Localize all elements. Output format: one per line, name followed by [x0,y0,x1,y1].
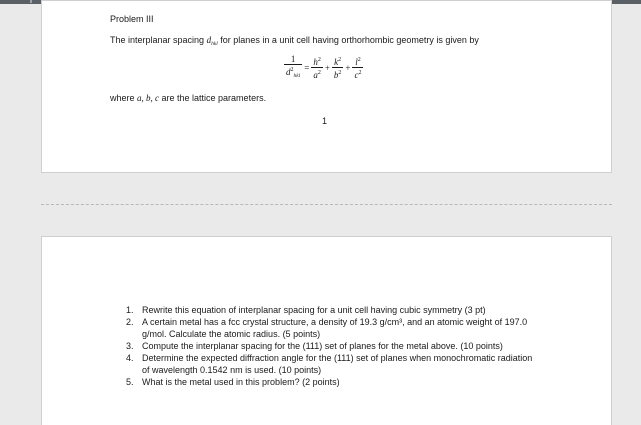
params-text-before: where [110,93,138,103]
lhs-den-symbol: d [286,67,291,77]
l-sup: 2 [357,57,361,63]
intro-text-before: The interplanar spacing [110,35,207,45]
d-subscript: hkl [211,41,218,47]
question-number: 4. [126,353,134,363]
list-item [110,304,540,316]
h-symbol: h [313,57,318,67]
interplanar-spacing-formula [283,54,364,81]
h-term-fraction [311,55,323,80]
k-term-denominator [332,67,344,80]
k-sup: 2 [338,57,342,63]
toolbar-tick [30,0,32,3]
a-symbol: a [313,70,318,80]
k-symbol: k [334,57,339,67]
question-list [110,304,540,388]
lattice-parameters-sentence [110,92,266,104]
lhs-den-sub: hkl [293,73,301,79]
intro-sentence [110,34,479,50]
d-symbol: d [206,35,212,45]
k-term-numerator [332,55,343,67]
equals-sign: = [304,62,310,73]
lhs-fraction [284,54,302,81]
plus-sign: + [345,62,351,73]
question-text: Compute the interplanar spacing for the (111) set of planes for the metal above. (10 points) [142,341,503,351]
b-symbol: b [333,70,339,80]
intro-text-after: for planes in a unit cell having orthorhombic geometry is given by [217,35,479,45]
list-item [110,376,540,388]
list-item [110,316,540,340]
h-term-numerator [311,55,323,67]
plus-sign: + [324,62,330,73]
question-text: Determine the expected diffraction angle for the (111) set of planes when monochromatic radiation of wavelength 0.1542 nm is used. (10 points) [142,353,533,375]
lhs-numerator: 1 [290,54,296,64]
h-term-denominator [311,67,323,80]
l-term-numerator [353,55,363,67]
question-number: 2. [126,317,134,327]
k-term-fraction [332,55,344,80]
params-vars: a, b, c [137,93,160,103]
question-text: What is the metal used in this problem? (2 points) [142,377,340,387]
page-break-divider [41,204,612,205]
lhs-den-sup: 2 [290,67,294,73]
c-symbol: c [354,70,359,80]
question-number: 1. [126,305,134,315]
b-sup: 2 [338,70,342,76]
question-number: 3. [126,341,134,351]
h-sup: 2 [317,57,321,63]
question-text: Rewrite this equation of interplanar spacing for a unit cell having cubic symmetry (3 pt) [142,305,486,315]
c-sup: 2 [358,70,362,76]
l-term-fraction [352,55,363,80]
document-page-1 [41,0,612,173]
l-term-denominator [352,67,363,80]
a-sup: 2 [317,70,321,76]
l-symbol: l [355,57,358,67]
list-item [110,340,540,352]
page-number: 1 [322,116,328,126]
list-item [110,352,540,376]
problem-heading: Problem III [110,14,154,24]
question-number: 5. [126,377,134,387]
params-text-after: are the lattice parameters. [159,93,267,103]
question-text: A certain metal has a fcc crystal structure, a density of 19.3 g/cm³, and an atomic weight of 197.0 g/mol. Calculate the atomic radius. (5 points) [142,317,528,339]
lhs-denominator [284,64,302,81]
